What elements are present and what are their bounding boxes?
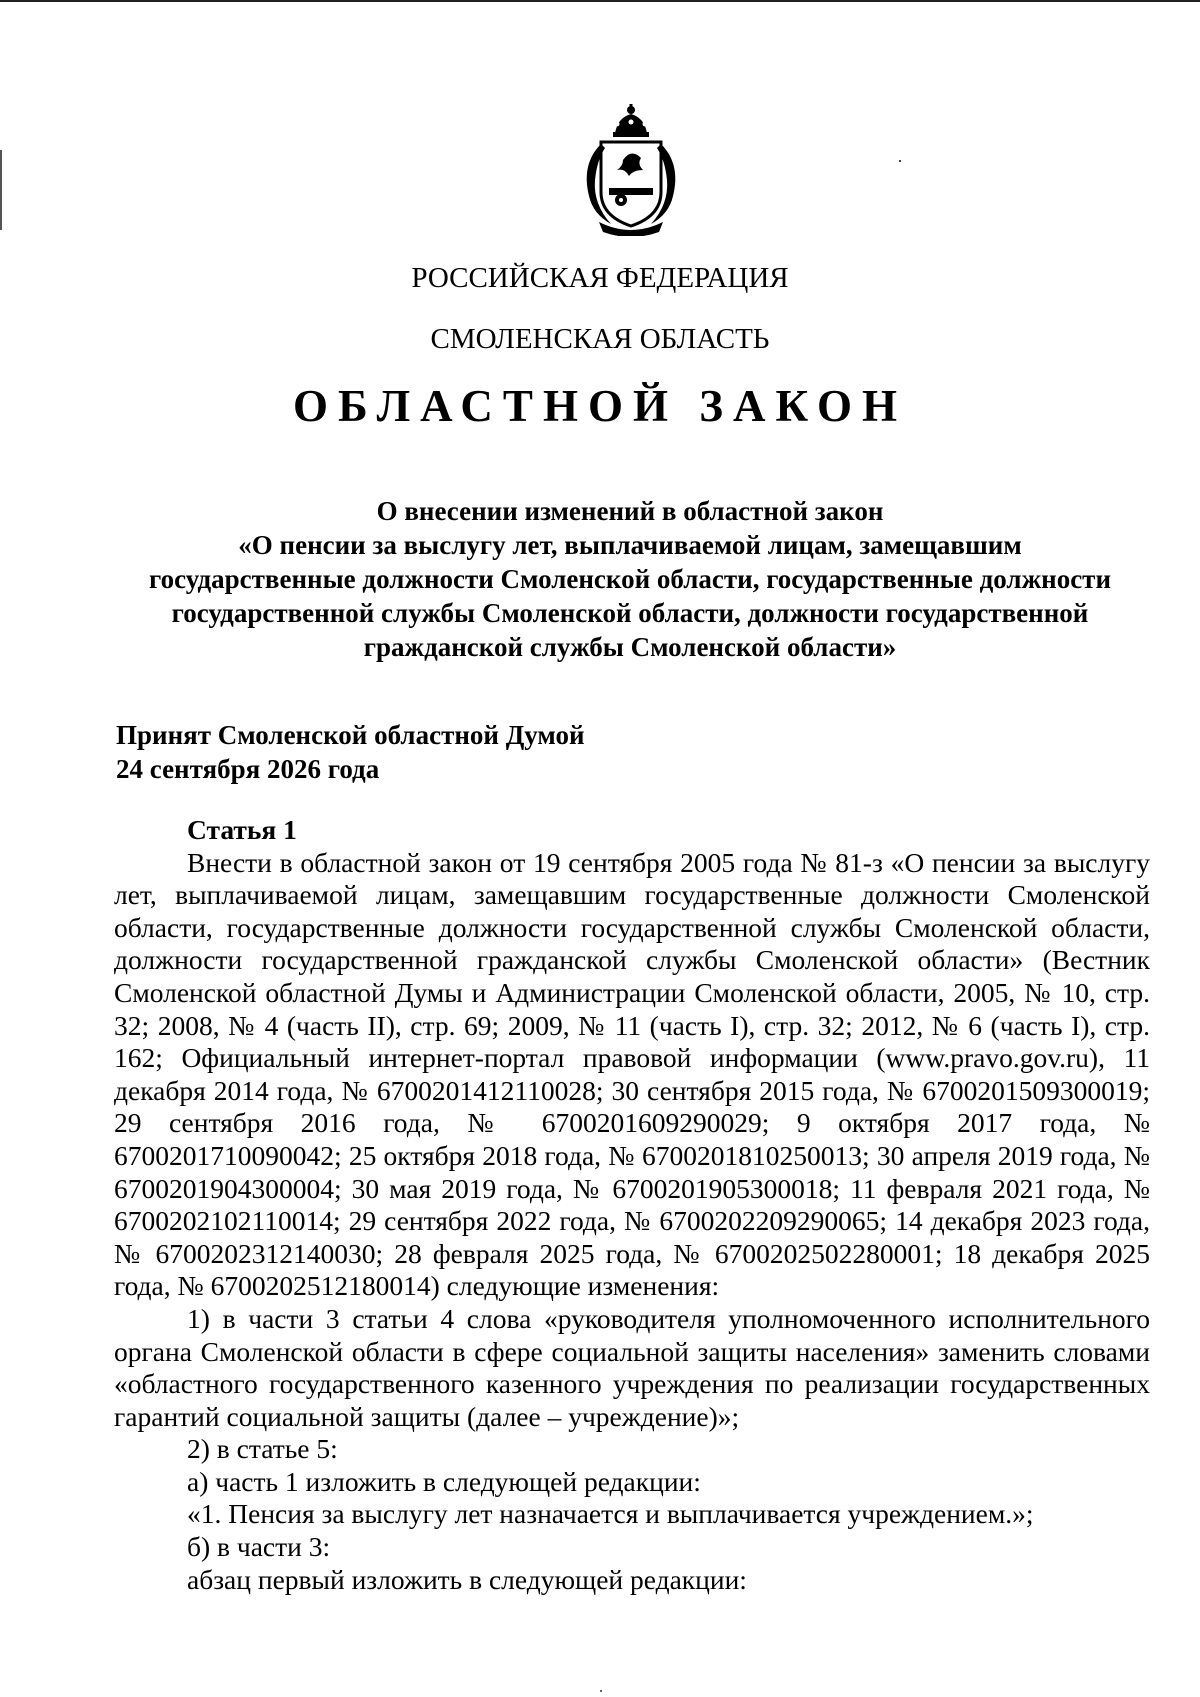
amendment-item: б) в части 3: bbox=[187, 1531, 331, 1563]
adoption-date: 24 сентября 2026 года bbox=[116, 754, 380, 784]
law-title bbox=[110, 494, 1150, 664]
adopted-by: Принят Смоленской областной Думой bbox=[116, 720, 585, 750]
law-title-line: государственные должности Смоленской области, государственные должности bbox=[148, 564, 1112, 594]
law-title-line: О внесении изменений в областной закон bbox=[376, 496, 884, 526]
document-type-heading: ОБЛАСТНОЙ ЗАКОН bbox=[293, 381, 907, 431]
article-intro-paragraph: Внести в областной закон от 19 сентября 2005 года № 81-з «О пенсии за выслугу лет, выплачиваемой лицам, замещавшим государственные должности Смоленской области, государственные должности государственной службы Смоленской области, должности государственной гражданской службы Смоленской области» (Вестник Смоленской областной Думы и Администрации Смоленской области, 2005, № 10, стр. 32; 2008, № 4 (часть II), стр. 69; 2009, № 11 (часть I), стр. 32; 2012, № 6 (часть I), стр. 162; Официальный интернет-портал правовой информации (www.pravo.gov.ru), 11 декабря 2014 года, № 6700201412110028; 30 сентября 2015 года, № 6700201509300019; 29 сентября 2016 года, № 6700201609290029; 9 октября 2017 года, № 6700201710090042; 25 октября 2018 года, № 6700201810250013; 30 апреля 2019 года, № 6700201904300004; 30 мая 2019 года, № 6700201905300018; 11 февраля 2021 года, № 6700202102110014; 29 сентября 2022 года, № 6700202209290065; 14 декабря 2023 года, № 6700202312140030; 28 февраля 2025 года, № 6700202502280001; 18 декабря 2025 года, № 6700202512180014) следующие изменения: bbox=[114, 846, 1150, 1302]
scan-speck bbox=[600, 1690, 602, 1692]
amendment-item: «1. Пенсия за выслугу лет назначается и выплачивается учреждением.»; bbox=[187, 1498, 1034, 1530]
coat-of-arms-emblem bbox=[571, 104, 691, 236]
region-heading: СМОЛЕНСКАЯ ОБЛАСТЬ bbox=[430, 323, 770, 355]
adoption-info bbox=[116, 718, 585, 786]
country-heading: РОССИЙСКАЯ ФЕДЕРАЦИЯ bbox=[411, 262, 789, 294]
article-heading: Статья 1 bbox=[187, 814, 297, 845]
amendment-item: абзац первый изложить в следующей редакции: bbox=[187, 1563, 747, 1595]
law-title-line: государственной службы Смоленской области, должности государственной bbox=[171, 598, 1089, 628]
crown-icon bbox=[613, 104, 649, 137]
article-body bbox=[114, 814, 1150, 1596]
scan-edge-left bbox=[0, 150, 2, 230]
law-title-line: «О пенсии за выслугу лет, выплачиваемой лицам, замещавшим bbox=[238, 530, 1022, 560]
amendment-item: а) часть 1 изложить в следующей редакции: bbox=[187, 1465, 701, 1497]
amendment-item: 1) в части 3 статьи 4 слова «руководителя уполномоченного исполнительного органа Смоленской области в сфере социальной защиты населения» заменить словами «областного государственного казенного учреждения по реализации государственных гарантий социальной защиты (далее – учреждение)»; bbox=[114, 1302, 1150, 1432]
amendment-item: 2) в статье 5: bbox=[187, 1433, 338, 1465]
scan-speck bbox=[899, 160, 901, 162]
scan-edge-top bbox=[0, 0, 1200, 2]
law-title-line: гражданской службы Смоленской области» bbox=[363, 632, 897, 662]
